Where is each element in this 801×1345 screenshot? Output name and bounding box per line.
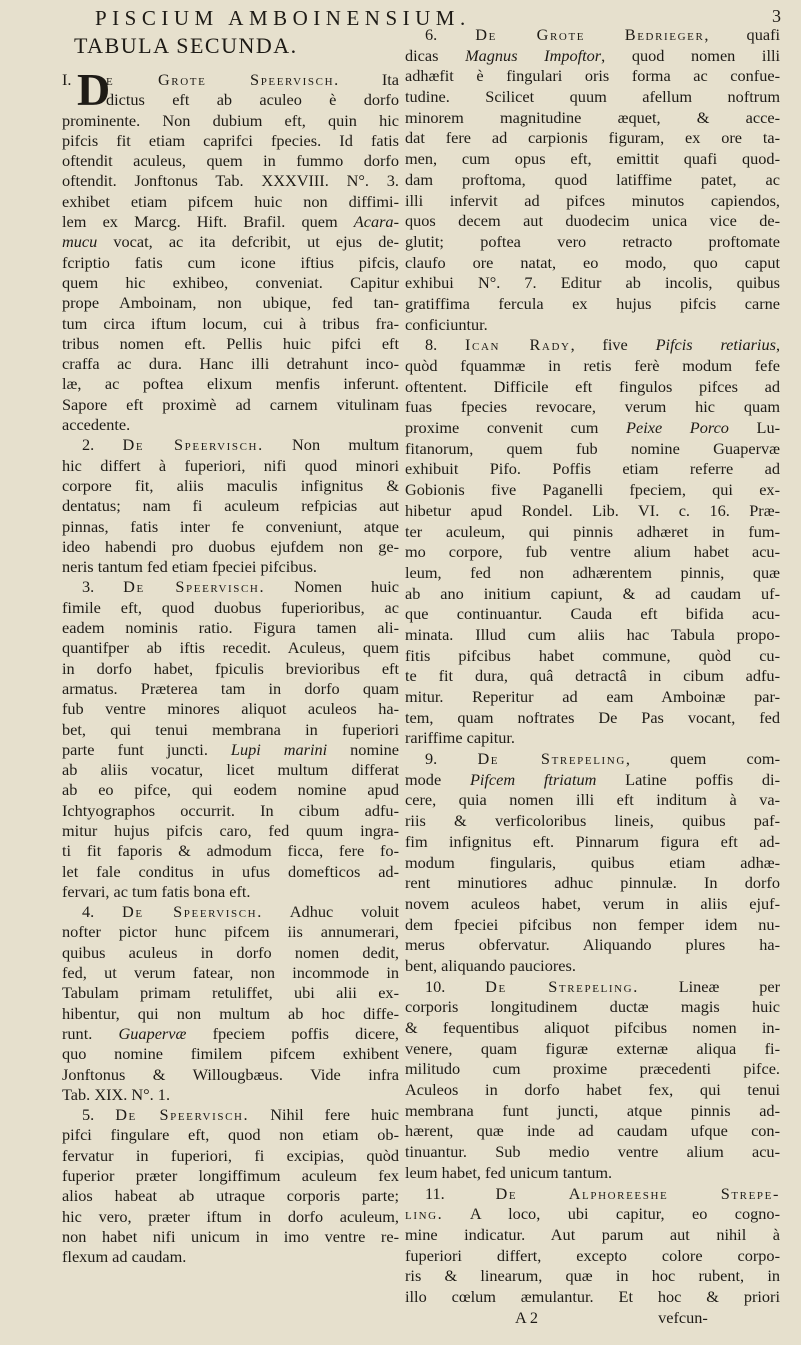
text-line: minorem magnitudine æquet, & acce- <box>405 107 780 127</box>
text-line: adhæfit è fingulari oris forma ac confue- <box>405 66 780 86</box>
section-title: TABULA SECUNDA. <box>74 33 298 58</box>
signature-mark: A 2 <box>515 1307 539 1327</box>
text-run: 11. <box>425 1183 496 1203</box>
text-line: fimile eft, quod duobus fuperioribus, ac <box>62 597 399 617</box>
text-line: ab eo pifce, qui eodem nomine apud <box>62 780 399 800</box>
text-line: tribus nomen eft. Pellis huic pifci eft <box>62 333 399 353</box>
italic-term: Lupi marini <box>230 739 328 759</box>
text-run: , five <box>570 335 656 355</box>
text-run: Nomen huic <box>265 577 400 597</box>
text-line: fuperior præter longiffimum aculeum fex <box>62 1166 399 1186</box>
text-line: fed, ut verum fatear, non incommode in <box>62 963 399 983</box>
italic-term: mucu <box>62 232 98 252</box>
text-line: craffa ac dura. Hanc illi detrahunt inco- <box>62 354 399 374</box>
text-run: , quod nomen illi <box>601 45 781 65</box>
text-line: illo cœlum æmulantur. Et hoc & priori <box>405 1286 780 1306</box>
text-line: fervatur in fuperiori, fi excipias, quòd <box>62 1145 399 1165</box>
entry-heading: De Strepeling <box>477 749 626 769</box>
text-line <box>405 749 780 770</box>
text-line: ter aculeum, qui pinnis adhæret in fum- <box>405 521 780 541</box>
text-run: 10. <box>425 976 486 996</box>
text-line: que continuantur. Cauda eft bifida acu- <box>405 604 780 624</box>
text-line <box>62 557 399 577</box>
text-line: ris & linearum, quæ in hoc rubent, in <box>405 1266 780 1286</box>
text-run: , quem com- <box>625 749 780 769</box>
text-line: dentatus; nam fi aculeum refpicias aut <box>62 496 399 516</box>
text-line: non habet nifi unicum in imo ventre re- <box>62 1226 399 1246</box>
text-run: 2. <box>82 435 123 455</box>
text-line: illi infervit ad pifces minutos capiendos, <box>405 190 780 210</box>
entry-heading: De Speervisch. <box>122 902 263 922</box>
text-run: bent, aliquando pauciores. <box>405 955 576 975</box>
text-line: alios habeat ab utraque corporis parte; <box>62 1186 399 1206</box>
text-line <box>62 435 399 455</box>
text-line: Sapore eft proximè ad carnem vitulinam <box>62 394 399 414</box>
italic-term: Peixe Porco <box>626 418 729 438</box>
text-line: quibus aculeus in dorfo nomen dedit, <box>62 942 399 962</box>
text-run: 9. <box>425 749 478 769</box>
text-run: runt. <box>62 1023 119 1043</box>
text-line: mitur. Reperitur ad eam Amboinæ par- <box>405 687 780 706</box>
text-line <box>405 1204 780 1225</box>
text-line: fim infignitus eft. Pinnarum figura eft ad- <box>405 831 780 851</box>
text-run: Lu- <box>728 418 781 438</box>
text-line: Ichtyographos occurrit. In cibum adfu- <box>62 800 399 820</box>
text-line: fuperiori differt, excepto colore corpo- <box>405 1245 780 1265</box>
text-line: exhibet etiam pifcem huic non diffimi- <box>62 191 399 211</box>
text-line <box>405 46 780 67</box>
text-run: proxime convenit cum <box>405 418 627 438</box>
text-line: oftentent. Difficile eft fingulos pifces ad <box>405 376 780 396</box>
text-line: membrana funt juncti, atque pinnis ad- <box>405 1100 780 1120</box>
text-line: pinnas, fatis inter fe conveniunt, atque <box>62 516 399 536</box>
italic-term: Guapervæ <box>118 1023 187 1043</box>
text-run: Non multum <box>263 435 400 455</box>
text-line: Gobionis five Paganelli fpeciem, qui ex- <box>405 480 780 500</box>
text-line: gratiffima fercula ex hujus pifcis carne <box>405 293 780 313</box>
text-line: Jonftonus & Willougbæus. Vide infra <box>62 1064 399 1084</box>
text-run: Lineæ per <box>638 976 780 996</box>
text-line: tem, quam noftrates De Pas vocant, fed <box>405 707 780 727</box>
text-line: quantifper ab iftis recedit. Aculeus, quem <box>62 638 399 658</box>
text-line <box>405 1184 780 1205</box>
entry-heading: De Speervisch. <box>122 435 264 455</box>
text-line: quo nomine fimilem pifcem exhibent <box>62 1044 399 1064</box>
text-line: mine indicatur. Aut parum aut nihil à <box>405 1224 780 1244</box>
text-line: modum fingularis, quibus etiam adhæ- <box>405 852 780 872</box>
text-line: tum circa iftum locum, cui à tribus fra- <box>62 313 399 333</box>
text-line: exhibuit Pifo. Poffis etiam referre ad <box>405 459 780 479</box>
text-run: parte funt juncti. <box>62 739 231 759</box>
text-run: 6. <box>425 25 476 44</box>
text-line: hærent, quæ inde ad caudam ufque con- <box>405 1121 780 1141</box>
text-line: nofter pictor hunc pifcem iis annumerari, <box>62 922 399 942</box>
text-line: fcriptio fatis cum icone iftius pifcis, <box>62 252 399 272</box>
text-line: fitanorum, quem fub nomine Guapervæ <box>405 438 780 458</box>
text-run: Nihil fere huic <box>249 1105 399 1125</box>
text-line: pifcis fit etiam caprifci fpecies. Id fatis <box>62 130 399 150</box>
text-line: prominente. Non dubium eft, quin hic <box>62 110 399 130</box>
text-line: tinuantur. Sub medio ventre alium acu- <box>405 1142 780 1162</box>
text-run: 8. <box>425 335 466 355</box>
text-line: pifci fingulare eft, quod non etiam ob- <box>62 1125 399 1145</box>
entry-heading: ling. <box>405 1204 444 1224</box>
text-line: ti fit faporis & admodum ficca, fere fo- <box>62 841 399 861</box>
text-run: mode <box>405 769 470 789</box>
text-line: ab ano initium capiunt, & ad caudam uf- <box>405 583 780 603</box>
text-line: fuas fpecies revocare, verum hic quam <box>405 397 780 417</box>
text-line: glutit; poftea vero retracto proftomate <box>405 231 780 251</box>
text-line: Aculeos in dorfo habet fex, qui tenui <box>405 1080 780 1100</box>
text-line <box>405 956 780 977</box>
text-run: 5. <box>82 1105 116 1125</box>
text-line: te fit dura, quâ detractâ in cibum adfu- <box>405 666 780 686</box>
text-line: men, cum opus eft, emittit quafi quod- <box>405 149 780 169</box>
italic-term: Pifcem ftriatum <box>469 769 597 789</box>
text-line: exhibui N°. 7. Editur ab incolis, quibus <box>405 273 780 293</box>
text-run: vocat, ac ita defcribit, ut ejus de- <box>97 232 399 252</box>
text-line: ideo habendi pro duobus ejufdem non ge- <box>62 536 399 556</box>
text-line <box>405 25 780 46</box>
entry-heading: De Grote Bedrieger <box>475 25 705 44</box>
text-run: 4. <box>82 902 123 922</box>
text-line: mo corpore, fub ventre alium habet acu- <box>405 542 780 562</box>
text-line: venere, quam figuræ externæ aliqua fi- <box>405 1038 780 1058</box>
text-line: hic differt à fuperiori, nifi quod minori <box>62 455 399 475</box>
text-line <box>405 977 780 998</box>
text-run: neris tantum fed etiam fpeciei pifcibus. <box>62 557 317 577</box>
text-line: militudo cum proxime præcedenti pifce. <box>405 1059 780 1079</box>
text-line <box>405 315 780 336</box>
text-line: let fale conditus in ufus domefticos ad- <box>62 861 399 881</box>
text-line: bet, qui tenui membrana in fuperiori <box>62 719 399 739</box>
text-line <box>62 1247 399 1267</box>
text-line: rent minutiores adhuc pinnulæ. In dorfo <box>405 873 780 893</box>
text-run: dicas <box>405 45 466 65</box>
left-column <box>62 64 400 1268</box>
text-line <box>62 415 399 435</box>
text-line: ab aliis vocatur, licet multum differat <box>62 760 399 780</box>
footer-line <box>405 1308 780 1329</box>
text-line: oftendit. Jonftonus Tab. XXXVIII. N°. 3. <box>62 171 399 191</box>
entry-heading: De Strepeling. <box>485 976 639 996</box>
text-line <box>62 70 399 90</box>
text-line: dem fpeciei pifcibus non femper idem nu- <box>405 914 780 934</box>
text-run: 3. <box>82 577 124 597</box>
text-line: prope Amboinam, non ubique, fed tan- <box>62 293 399 313</box>
text-run: , quafi <box>704 25 781 44</box>
text-line <box>62 1085 399 1105</box>
text-line: corporis longitudinem ductæ magis huic <box>405 997 780 1017</box>
text-run: Ita <box>339 70 399 89</box>
text-line: cere, quia nomen illi eft inditum à va- <box>405 790 780 810</box>
text-line: læ, ac poftea elixum menfis inferunt. <box>62 374 399 394</box>
text-line <box>62 232 399 252</box>
text-line: in dorfo habet, fpiculis brevioribus eft <box>62 658 399 678</box>
italic-term: Pifcis retiarius <box>655 335 776 355</box>
text-line: quòd fquammæ in retis ferè modum fefe <box>405 356 780 375</box>
entry-heading: De Speervisch. <box>115 1105 250 1125</box>
text-line <box>405 1163 780 1184</box>
text-run: , <box>775 335 781 355</box>
text-line: hibentur, qui non multum ab hoc diffe- <box>62 1003 399 1023</box>
italic-term: Magnus Impoftor <box>465 45 602 65</box>
entry-heading: De Speervisch. <box>123 577 266 597</box>
italic-term: Acara- <box>353 212 399 232</box>
text-line <box>405 728 780 749</box>
text-line <box>62 212 399 232</box>
running-header: PISCIUM AMBOINENSIUM. <box>95 6 471 30</box>
text-line: fub ventre minores aliquot aculeos ha- <box>62 699 399 719</box>
text-line <box>405 418 780 439</box>
text-run: flexum ad caudam. <box>62 1247 187 1267</box>
text-line: merus obfervatur. Aliquando plures ha- <box>405 935 780 955</box>
text-run: rariffime capitur. <box>405 728 516 748</box>
text-line: hibetur apud Rondel. Lib. VI. c. 16. Præ- <box>405 500 780 520</box>
text-line: corpore fit, aliis maculis infignitus & <box>62 475 399 495</box>
drop-cap: D <box>77 64 111 115</box>
text-line: hic vero, præter iftum in dorfo aculeum, <box>62 1206 399 1226</box>
text-line <box>62 577 399 597</box>
text-line <box>62 882 399 902</box>
text-line: leum, fed non adhærentem pinnis, quæ <box>405 562 780 582</box>
text-line <box>62 1105 399 1125</box>
page-number: 3 <box>772 6 781 26</box>
text-line: claufo ore natat, eo modo, quo caput <box>405 252 780 272</box>
text-run: Adhuc voluit <box>262 902 400 922</box>
text-run: A loco, ubi capitur, eo cogno- <box>443 1204 780 1224</box>
entry-heading: De Alphoreeshe Strepe- <box>495 1183 780 1203</box>
text-run: Latine poffis di- <box>596 769 781 789</box>
text-line <box>405 335 780 356</box>
text-run: fpeciem poffis dicere, <box>186 1023 399 1043</box>
text-line: novem aculeos habet, verum in aliis ejuf- <box>405 893 780 913</box>
text-line: tudine. Scilicet quum afellum noftrum <box>405 87 780 107</box>
text-line <box>62 90 399 110</box>
text-run: nomine <box>327 739 399 759</box>
text-line: oftendit aculeus, quem in fummo dorfo <box>62 151 399 171</box>
text-line <box>62 902 399 922</box>
text-run: conficiuntur. <box>405 314 488 334</box>
text-line: fitis pifcibus habet commune, quòd cu- <box>405 645 780 665</box>
text-line: & fequentibus aliquot pifcibus nomen in- <box>405 1018 780 1037</box>
catchword: vefcun- <box>658 1307 708 1327</box>
text-run: leum habet, fed unicum tantum. <box>405 1162 613 1182</box>
text-run: fervari, ac tum fatis bona eft. <box>62 881 251 901</box>
text-line <box>62 740 399 760</box>
text-run: accedente. <box>62 415 131 435</box>
text-line: quos decem aut duodecim unica vice de- <box>405 211 780 231</box>
right-column <box>405 25 780 1328</box>
text-line <box>405 770 780 791</box>
text-line: armatus. Præterea tam in dorfo quam <box>62 678 399 698</box>
entry-heading: e Grote Speervisch. <box>106 70 340 89</box>
text-line: minata. Illud cum aliis hac Tabula propo- <box>405 624 780 644</box>
paragraph-number: I. <box>62 70 72 89</box>
text-run: dictus eft ab aculeo è dorfo <box>106 90 399 110</box>
text-line: riis & verficoloribus lineis, quibus paf- <box>405 811 780 831</box>
text-line: dat fere ad carpionis figuram, ex ore ta- <box>405 128 780 148</box>
text-run: lem ex Marcg. Hift. Brafil. quem <box>62 212 354 232</box>
entry-heading: Ican Rady <box>465 335 571 355</box>
text-line: Tabulam primam retuliffet, ubi alii ex- <box>62 983 399 1003</box>
text-line: quem hic exhibeo, conveniat. Capitur <box>62 272 399 292</box>
text-line: mitur hujus pifcis caro, fed quum ingra- <box>62 820 399 840</box>
text-line: dam proftoma, quod latiffime patet, ac <box>405 169 780 189</box>
text-run: Tab. XIX. N°. 1. <box>62 1084 171 1104</box>
text-line <box>62 1024 399 1044</box>
text-line: eadem nominis ratio. Figura tamen ali- <box>62 618 399 638</box>
